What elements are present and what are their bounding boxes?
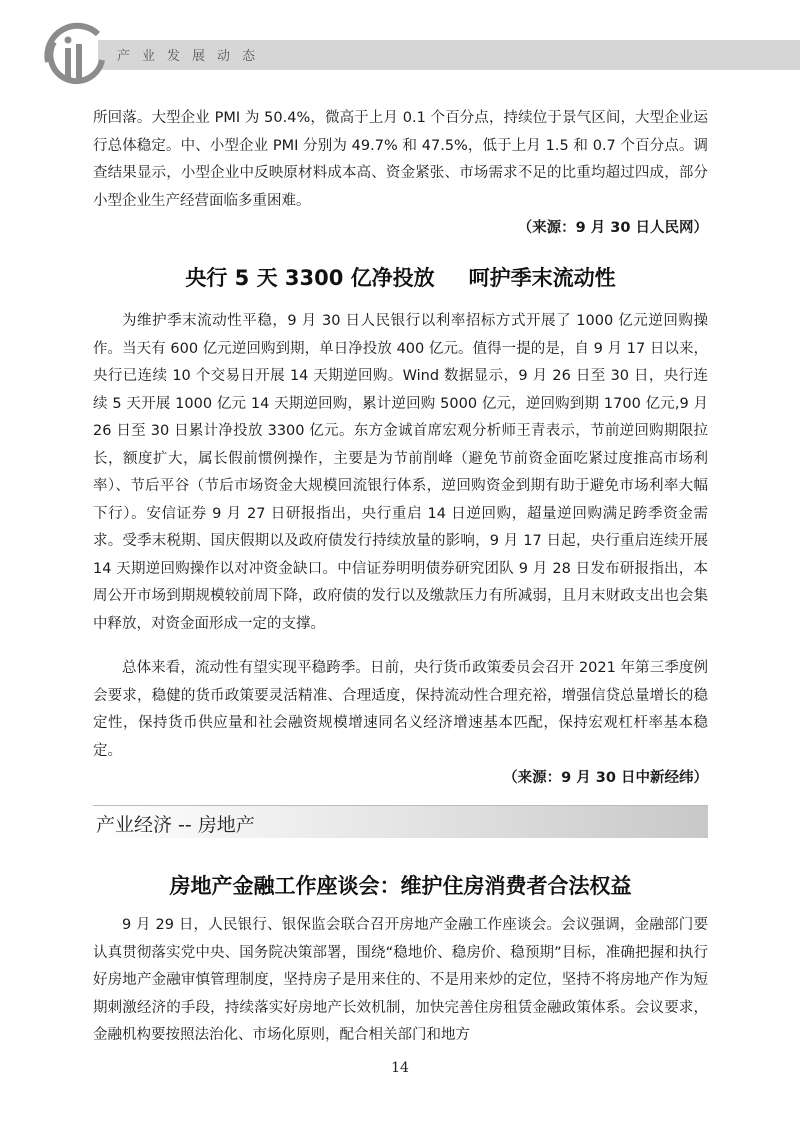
page-number: 14 [391,1060,409,1076]
article2-title-part1: 央行 5 天 3300 亿净投放 [185,266,435,290]
section-label: 产业经济 -- 房地产 [96,814,255,836]
header-label: 产业发展动态 [117,49,268,64]
publication-logo [36,14,112,90]
article2-title [93,262,708,292]
article2-paragraph1: 为维护季末流动性平稳，9 月 30 日人民银行以利率招标方式开展了 1000 亿元逆回购操作。当天有 600 亿元逆回购到期，单日净投放 400 亿元。值得一提的是，自 9 月 17 日以来，央行已连续 10 个交易日开展 14 天期逆回购。Wind 数据显示，9 月 26 日至 30 日，央行连续 5 天开展 1000 亿元 14 天期逆回购，累计逆回购 5000 亿元，逆回购到期 1700 亿元,9 月 26 日至 30 日累计净投放 3300 亿元。东方金诚首席宏观分析师王青表示，节前逆回购期限拉长，额度扩大，属长假前惯例操作，主要是为节前削峰（避免节前资金面吃紧过度推高市场利率）、节后平谷（节后市场资金大规模回流银行体系，逆回购资金到期有助于避免市场利率大幅下行）。安信证券 9 月 27 日研报指出，央行重启 14 日逆回购，超量逆回购满足跨季资金需求。受季末税期、国庆假期以及政府债发行持续放量的影响，9 月 17 日起，央行重启连续开展 14 天期逆回购操作以对冲资金缺口。中信证券明明债券研究团队 9 月 28 日发布研报指出，本周公开市场到期规模较前周下降，政府债的发行以及缴款压力有所减弱，且月末财政支出也会集中释放，对资金面形成一定的支撑。 [93,313,708,632]
article2-paragraph2 [93,655,708,793]
article1-paragraph [93,105,708,243]
section-bar [93,805,708,838]
article2-title-part2: 呵护季末流动性 [468,266,616,290]
article1-text: 所回落。大型企业 PMI 为 50.4%，微高于上月 0.1 个百分点，持续位于景气区间，大型企业运行总体稳定。中、小型企业 PMI 分别为 49.7% 和 47.5%，低于上月 1.5 和 0.7 个百分点。调查结果显示，小型企业中反映原材料成本高、资金紧张、市场需求不足的比重均超过四成，部分小型企业生产经营面临多重困难。 [93,110,708,209]
article3-title: 房地产金融工作座谈会：维护住房消费者合法权益 [169,874,632,898]
article3-paragraph1: 9 月 29 日，人民银行、银保监会联合召开房地产金融工作座谈会。会议强调，金融部门要认真贯彻落实党中央、国务院决策部署，围绕“稳地价、稳房价、稳预期”目标，准确把握和执行好房地产金融审慎管理制度，坚持房子是用来住的、不是用来炒的定位，坚持不将房地产作为短期刺激经济的手段，持续落实好房地产长效机制，加快完善住房租赁金融政策体系。会议要求，金融机构要按照法治化、市场化原则，配合相关部门和地方 [93,917,708,1043]
article2-paragraph2-text: 总体来看，流动性有望实现平稳跨季。日前，央行货币政策委员会召开 2021 年第三季度例会要求，稳健的货币政策要灵活精准、合理适度，保持流动性合理充裕，增强信贷总量增长的稳定性，保持货币供应量和社会融资规模增速同名义经济增速基本匹配，保持宏观杠杆率基本稳定。 [93,660,708,759]
article1-source: （来源：9 月 30 日人民网） [517,220,708,236]
article2-source: （来源：9 月 30 日中新经纬） [503,770,708,786]
